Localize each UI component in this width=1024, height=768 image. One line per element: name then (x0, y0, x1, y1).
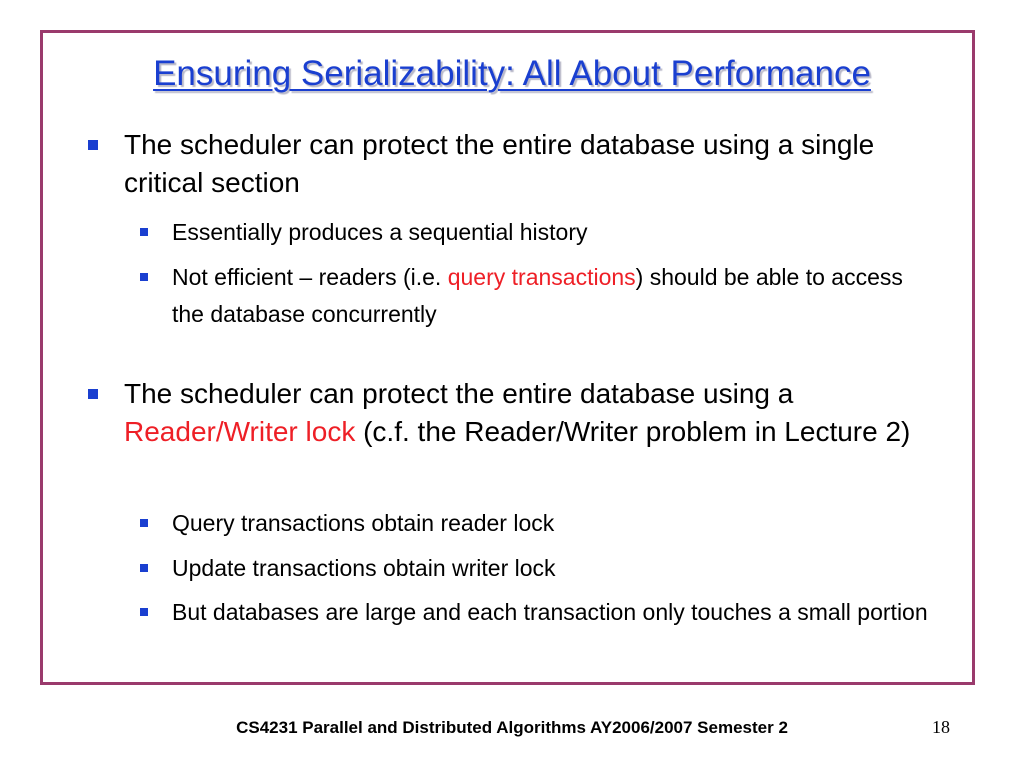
bullet-1-sub-2 (140, 259, 940, 333)
bullet-2-text: The scheduler can protect the entire database using a Reader/Writer lock (c.f. the Reader/Writer problem in Lecture 2) (124, 378, 911, 447)
square-bullet-icon (140, 228, 148, 236)
bullet-1-text: The scheduler can protect the entire database using a single critical section (124, 129, 875, 198)
slide-title: Ensuring Serializability: All About Performance (153, 54, 871, 93)
highlight-reader-writer-lock: Reader/Writer lock (124, 416, 356, 447)
bullet-2-sub-1-text: Query transactions obtain reader lock (172, 510, 555, 536)
bullet-1-sub-1 (140, 214, 940, 251)
bullet-2-sub-1 (140, 505, 940, 542)
bullet-2 (88, 375, 938, 451)
bullet-2-sub-2-text: Update transactions obtain writer lock (172, 555, 556, 581)
bullet-1-sub-2-text: Not efficient – readers (i.e. query transactions) should be able to access the database concurrently (172, 264, 903, 327)
bullet-1 (88, 126, 938, 202)
bullet-2-sub-2 (140, 550, 940, 587)
bullet-2-sub-3 (140, 594, 940, 631)
bullet-2-sub-3-text: But databases are large and each transaction only touches a small portion (172, 599, 928, 625)
slide-footer: CS4231 Parallel and Distributed Algorithms AY2006/2007 Semester 2 (236, 718, 788, 737)
square-bullet-icon (88, 140, 98, 150)
square-bullet-icon (140, 608, 148, 616)
page-number: 18 (932, 717, 950, 737)
square-bullet-icon (140, 519, 148, 527)
bullet-1-sub-1-text: Essentially produces a sequential history (172, 219, 588, 245)
square-bullet-icon (140, 273, 148, 281)
highlight-query-transactions: query transactions (447, 264, 636, 290)
square-bullet-icon (140, 564, 148, 572)
square-bullet-icon (88, 389, 98, 399)
